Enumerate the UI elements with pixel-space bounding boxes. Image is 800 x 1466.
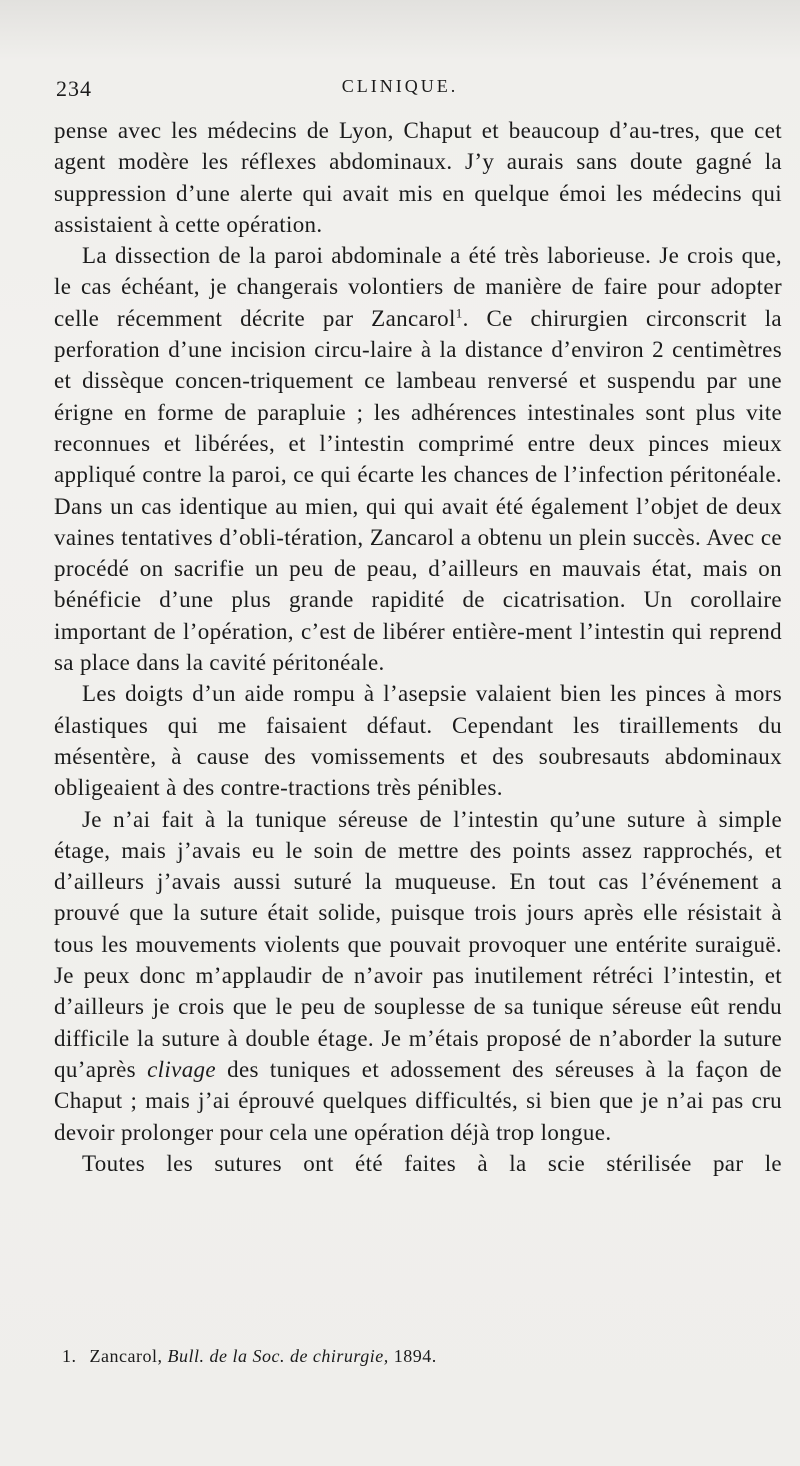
text-run: des tuniques et adossement des séreuses à la façon de Chaput ; mais j’ai éprouvé quelques difficultés, si bien que je n’ai pas cru devoir prolonger pour cela une opération déjà trop longue.: [54, 1056, 782, 1145]
paragraph: [54, 240, 782, 678]
text-run: pense avec les médecins de Lyon, Chaput et beaucoup d’au-tres, que cet agent modère les réflexes abdominaux. J’y aurais sans doute gagné la suppression d’une alerte qui avait mis en quelque émoi les médecins qui assistaient à cette opération.: [54, 118, 782, 237]
running-head: CLINIQUE.: [341, 76, 459, 96]
emphasis-text: clivage: [147, 1056, 216, 1082]
text-run: Toutes les sutures ont été faites à la scie stérilisée par le: [82, 1150, 782, 1176]
text-run: . Ce chirurgien circonscrit la perforation d’une incision circu-laire à la distance d’environ 2 centimètres et dissèque concen-triquement ce lambeau renversé et suspendu par une érigne en forme de parapluie ; les adhérences intestinales sont plus vite reconnues et libérées, et l’intestin comprimé entre deux pinces mieux appliqué contre la paroi, ce qui écarte les chances de l’infection péritonéale. Dans un cas identique au mien, qui qui avait été également l’objet de deux vaines tentatives d’obli-tération, Zancarol a obtenu un plein succès. Avec ce procédé on sacrifie un peu de peau, d’ailleurs en mauvais état, mais on bénéficie d’une plus grande rapidité de cicatrisation. Un corollaire important de l’opération, c’est de libérer entière-ment l’intestin qui reprend sa place dans la cavité péritonéale.: [54, 305, 782, 676]
page-header: [56, 72, 744, 102]
footnote-journal: Bull. de la Soc. de chirurgie,: [167, 1346, 389, 1366]
text-run: La dissection de la paroi abdominale a été très laborieuse. Je crois que, le cas échéant, je changerais volontiers de manière de faire pour adopter celle récemment décrite par Zancarol: [54, 243, 782, 331]
paragraph: [54, 804, 782, 1148]
footnote-year: 1894.: [393, 1346, 437, 1366]
page-number: 234: [56, 76, 92, 101]
footnote-author: Zancarol,: [89, 1346, 163, 1366]
paragraph: [54, 1148, 782, 1179]
paragraph: [54, 115, 782, 240]
footnote-mark: 1.: [62, 1346, 77, 1366]
text-run: Je n’ai fait à la tunique séreuse de l’intestin qu’une suture à simple étage, mais j’avais eu le soin de mettre des points assez rapprochés, et d’ailleurs j’avais aussi suturé la muqueuse. En tout cas l’événement a prouvé que la suture était solide, puisque trois jours après elle résistait à tous les mouvements violents que pouvait provoquer une entérite suraiguë. Je peux donc m’applaudir de n’avoir pas inutilement rétréci l’intestin, et d’ailleurs je crois que le peu de souplesse de sa tunique séreuse eût rendu difficile la suture à double étage. Je m’étais proposé de n’aborder la suture qu’après: [54, 806, 782, 1082]
body-text: [54, 115, 782, 1179]
footnote: [62, 1346, 437, 1367]
footnote-reference: 1: [455, 305, 463, 321]
text-run: Les doigts d’un aide rompu à l’asepsie valaient bien les pinces à mors élastiques qui me faisaient défaut. Cependant les tiraillements du mésentère, à cause des vomissements et des soubresauts abdominaux obligeaient à des contre-tractions très pénibles.: [54, 681, 782, 801]
paragraph: [54, 678, 782, 803]
